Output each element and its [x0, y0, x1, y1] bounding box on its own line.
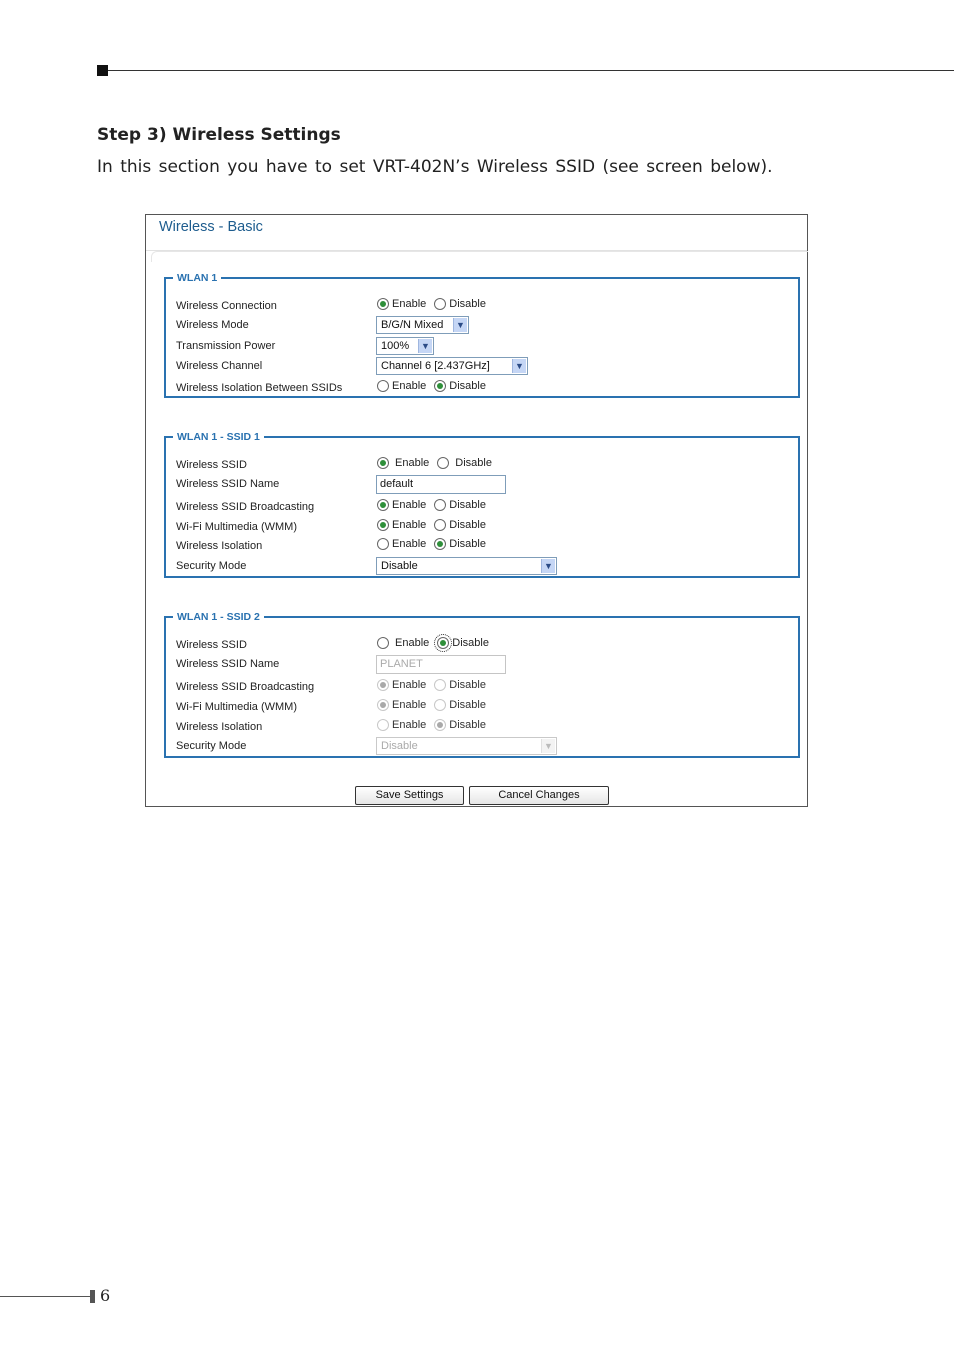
ssid2-broadcast-disable-radio[interactable] [434, 679, 446, 691]
ssid2-ssid-label: Wireless SSID [176, 639, 247, 651]
ssid2-isolation-disable-label: Disable [449, 719, 486, 732]
wlan1-channel-select[interactable] [376, 357, 528, 375]
ssid1-name-input[interactable]: default [376, 475, 506, 494]
ssid2-broadcast-enable-radio[interactable] [377, 679, 389, 691]
ssid2-legend: WLAN 1 - SSID 2 [177, 611, 260, 623]
ssid2-wmm-label: Wi-Fi Multimedia (WMM) [176, 701, 297, 713]
footer-tick [90, 1290, 95, 1303]
ssid2-name-input[interactable]: PLANET [376, 655, 506, 674]
ssid1-broadcast-enable-label: Enable [392, 499, 427, 512]
ssid2-ssid-disable-radio[interactable] [437, 637, 449, 649]
wlan1-mode-select[interactable] [376, 316, 469, 334]
ssid2-security-label: Security Mode [176, 740, 247, 752]
wlan1-connection-disable-label: Disable [449, 298, 486, 311]
ssid2-wmm-radios [377, 699, 486, 711]
wlan1-group [164, 272, 800, 398]
wlan1-power-select[interactable] [376, 337, 434, 355]
wlan1-mode-label: Wireless Mode [176, 319, 249, 331]
header-rule [108, 70, 954, 71]
ssid1-isolation-enable-radio[interactable] [377, 538, 389, 550]
ssid1-isolation-disable-radio[interactable] [434, 538, 446, 550]
save-settings-button[interactable]: Save Settings [355, 786, 464, 805]
ssid2-isolation-radios [377, 719, 486, 731]
ssid2-isolation-enable-label: Enable [392, 719, 427, 732]
chevron-down-icon: ▼ [541, 559, 555, 573]
wlan1-connection-label: Wireless Connection [176, 300, 277, 312]
ssid2-wmm-disable-radio[interactable] [434, 699, 446, 711]
ssid1-security-value: Disable [381, 560, 418, 572]
ssid1-ssid-disable-label: Disable [455, 457, 492, 470]
ssid1-ssid-enable-label: Enable [395, 457, 430, 470]
ssid2-security-select[interactable] [376, 737, 557, 755]
ssid2-broadcast-radios [377, 679, 486, 691]
ssid1-broadcast-enable-radio[interactable] [377, 499, 389, 511]
ssid1-name-label: Wireless SSID Name [176, 478, 280, 490]
ssid1-wmm-radios [377, 519, 486, 531]
wlan1-power-label: Transmission Power [176, 340, 276, 352]
ssid1-ssid-enable-radio[interactable] [377, 457, 389, 469]
ssid1-ssid-label: Wireless SSID [176, 459, 247, 471]
ssid2-security-value: Disable [381, 740, 418, 752]
wlan1-connection-radios [377, 298, 486, 310]
ssid1-ssid-radios [377, 457, 492, 469]
ssid1-wmm-enable-label: Enable [392, 519, 427, 532]
ssid2-wmm-disable-label: Disable [449, 699, 486, 712]
page-title: Wireless - Basic [159, 219, 263, 235]
content-panel-edge [151, 251, 808, 262]
ssid2-isolation-disable-radio[interactable] [434, 719, 446, 731]
section-heading: Step 3) Wireless Settings [97, 125, 341, 145]
ssid1-broadcast-label: Wireless SSID Broadcasting [176, 501, 315, 513]
ssid1-wmm-disable-label: Disable [449, 519, 486, 532]
wlan1-isolation-disable-label: Disable [449, 380, 486, 393]
wlan1-connection-disable-radio[interactable] [434, 298, 446, 310]
ssid1-legend: WLAN 1 - SSID 1 [177, 431, 260, 443]
ssid2-name-label: Wireless SSID Name [176, 658, 280, 670]
intro-paragraph: In this section you have to set VRT-402N’s Wireless SSID (see screen below). [97, 157, 773, 177]
wlan1-connection-enable-label: Enable [392, 298, 427, 311]
cancel-changes-button[interactable]: Cancel Changes [469, 786, 609, 805]
chevron-down-icon: ▼ [453, 318, 467, 332]
ssid2-broadcast-enable-label: Enable [392, 679, 427, 692]
ssid1-wmm-enable-radio[interactable] [377, 519, 389, 531]
ssid1-group [164, 431, 800, 578]
wlan1-isolation-label: Wireless Isolation Between SSIDs [176, 382, 343, 394]
ssid1-isolation-enable-label: Enable [392, 538, 427, 551]
ssid2-ssid-enable-label: Enable [395, 637, 430, 650]
wlan1-connection-enable-radio[interactable] [377, 298, 389, 310]
ssid1-wmm-label: Wi-Fi Multimedia (WMM) [176, 521, 297, 533]
page-number: 6 [100, 1286, 111, 1305]
ssid1-wmm-disable-radio[interactable] [434, 519, 446, 531]
ssid1-isolation-label: Wireless Isolation [176, 540, 263, 552]
wlan1-channel-value: Channel 6 [2.437GHz] [381, 360, 490, 372]
ssid2-broadcast-label: Wireless SSID Broadcasting [176, 681, 315, 693]
ssid1-broadcast-disable-label: Disable [449, 499, 486, 512]
wlan1-mode-value: B/G/N Mixed [381, 319, 444, 331]
header-marker-square [97, 65, 108, 76]
ssid1-security-select[interactable] [376, 557, 557, 575]
ssid1-ssid-disable-radio[interactable] [437, 457, 449, 469]
ssid2-ssid-enable-radio[interactable] [377, 637, 389, 649]
ssid2-ssid-disable-label: Disable [452, 637, 489, 650]
wlan1-power-value: 100% [381, 340, 410, 352]
ssid2-isolation-enable-radio[interactable] [377, 719, 389, 731]
ssid1-broadcast-radios [377, 499, 486, 511]
wlan1-isolation-radios [377, 380, 486, 392]
ssid1-security-label: Security Mode [176, 560, 247, 572]
wlan1-isolation-enable-radio[interactable] [377, 380, 389, 392]
wlan1-isolation-enable-label: Enable [392, 380, 427, 393]
ssid2-isolation-label: Wireless Isolation [176, 721, 263, 733]
ssid1-isolation-disable-label: Disable [449, 538, 486, 551]
wlan1-isolation-disable-radio[interactable] [434, 380, 446, 392]
chevron-down-icon: ▼ [512, 359, 526, 373]
ssid2-broadcast-disable-label: Disable [449, 679, 486, 692]
wlan1-legend: WLAN 1 [177, 272, 218, 284]
chevron-down-icon: ▼ [541, 739, 555, 753]
ssid2-wmm-enable-radio[interactable] [377, 699, 389, 711]
ssid2-group [164, 611, 800, 758]
screenshot-frame [145, 214, 808, 807]
wlan1-channel-label: Wireless Channel [176, 360, 263, 372]
chevron-down-icon: ▼ [418, 339, 432, 353]
ssid2-ssid-radios [377, 637, 489, 649]
ssid1-broadcast-disable-radio[interactable] [434, 499, 446, 511]
ssid1-isolation-radios [377, 538, 486, 550]
ssid2-wmm-enable-label: Enable [392, 699, 427, 712]
footer-rule [0, 1296, 90, 1297]
